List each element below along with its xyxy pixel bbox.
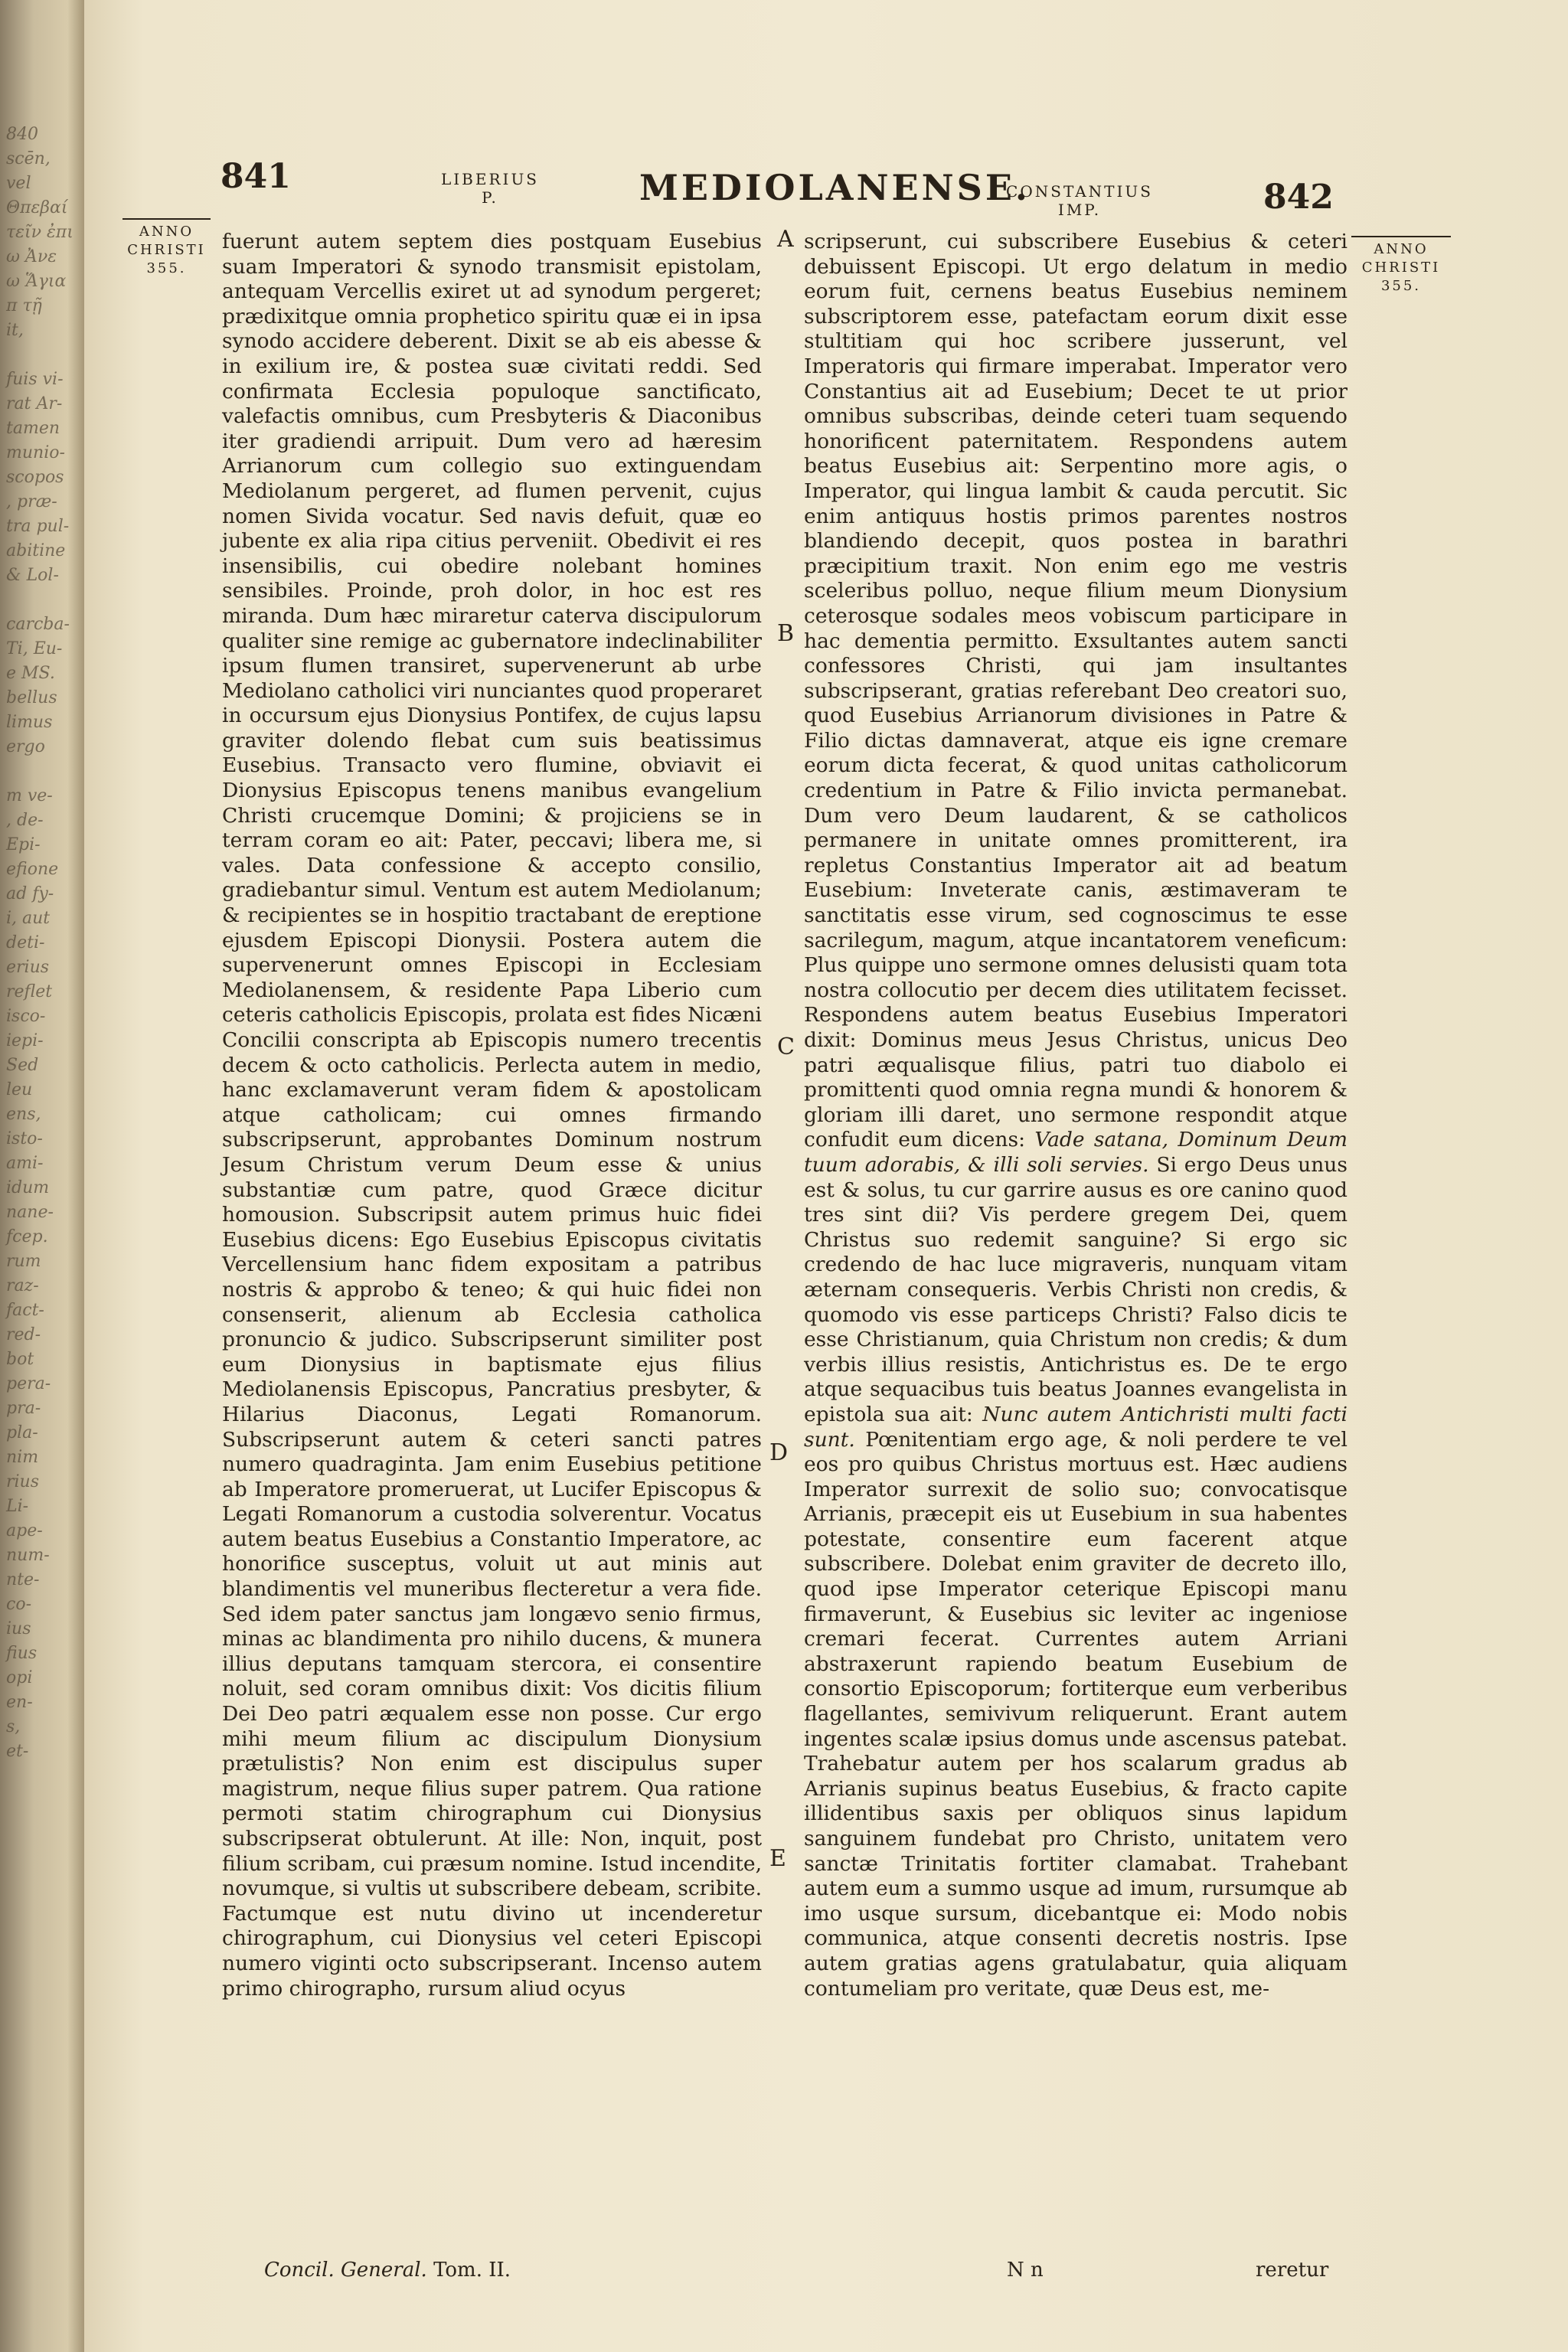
footer-source-title: Concil. General. (264, 2259, 427, 2282)
right-column-part-c: Pœnitentiam ergo age, & noli perdere te vel eos pro quibus Christus mortuus est. Hæc audiens Imperator surrexit de solio suo; convocatisque Arrianis, præcepit eis ut Eusebium in sua habentes potestate, consentire eum facerent atque subscribere. Dolebat enim graviter de decreto illo, quod ipse Imperator ceterique Episcopi manu firmaverunt, & Eusebius sic leviter ac ingeniose cremari fecerat. Currentes autem Arriani abstraxerunt rapiendo beatum Eusebium de consortio Episcoporum; fortiterque eum verberibus flagellantes, semivivum reliquerunt. Erant autem ingentes scalæ ipsius domus unde ascensus patebat. Trahebatur autem per hos scalarum gradus ab Arrianis supinus beatus Eusebius, & fracto capite illidentibus saxis per obliquos sinus lapidum sanguinem fundebat pro Christo, unitatem vero sanctæ Trinitatis fortiter clamabat. Trahebant autem eum a summo usque ad imum, rursumque ab imo usque sursum, dicebantque ei: Modo nobis communica, atque consenti decretis nostris. Ipse autem gratias agens gratulabatur, quia aliquam contumeliam pro veritate, quæ Deus est, me- (804, 1427, 1348, 2001)
catchword: reretur (1256, 2259, 1329, 2282)
binding-gutter (0, 0, 84, 2352)
section-marker-a: A (777, 226, 794, 253)
scripture-quote-2: Nunc autem Antichristi multi facti sunt. (804, 1402, 1348, 1452)
right-text-column (804, 230, 1348, 2001)
left-column-text: fuerunt autem septem dies postquam Eusebius suam Imperatori & synodo transmisit epistolam, antequam Vercellis exiret ut ad synodum pergeret; prædixitque omnia prophetico spiritu quæ ei in ipsa synodo accidere deberent. Dixit se ab eis abesse & in exilium ire, & postea suæ civitati reddi. Sed confirmata Ecclesia populoque sanctificato, valefactis omnibus, cum Presbyteris & Diaconibus iter gradiendi arripuit. Dum vero ad hæresim Arrianorum cum collegio suo extinguendam Mediolanum pergeret, ad flumen pervenit, cujus nomen Sivida vocatur. Sed navis defuit, quæ eo jubente ex alia ripa citius perveniit. Obedivit ei res insensibilis, cui obedire nolebant homines sensibiles. Proinde, proh dolor, in hoc est res miranda. Dum hæc miraretur caterva discipulorum qualiter sine remige ac gubernatore indeclinabiliter ipsum flumen transiret, supervenerunt ab urbe Mediolano catholici viri nunciantes quod properaret in occursum ejus Dionysius Pontifex, de cujus lapsu graviter dolendo flebat cum suis beatissimus Eusebius. Transacto vero flumine, obviavit ei Dionysius Episcopus tenens manibus evangelium Christi crucemque Domini; & projiciens se in terram coram eo ait: Pater, peccavi; libera me, si vales. Data confessione & accepto consilio, gradiebantur simul. Ventum est autem Mediolanum; & recipientes se in hospitio tractabant de ereptione ejusdem Episcopi Dionysii. Postera autem die supervenerunt omnes Episcopi in Ecclesiam Mediolanensem, & residente Papa Liberio cum ceteris catholicis Episcopis, prolata est fides Nicæni Concilii conscripta ab Episcopis numero trecentis decem & octo catholicis. Perlecta autem in medio, hanc exclamaverunt veram fidem & apostolicam atque catholicam; cui omnes firmando subscripserunt, approbantes Dominum nostrum Jesum Christum verum Deum esse & unius substantiæ cum patre, quod Græce dicitur homousion. Subscripsit autem primus huic fidei Eusebius dicens: Ego Eusebius Episcopus civitatis Vercellensium hanc fidem expositam a patribus nostris & approbo & teneo; & qui huic fidei non consenserit, alienum ab Ecclesia catholica pronuncio & judico. Subscripserunt similiter post eum Dionysius in baptismate ejus filius Mediolanensis Episcopus, Pancratius presbyter, & Hilarius Diaconus, Legati Romanorum. Subscripserunt autem & ceteri sancti patres numero quadraginta. Jam enim Eusebius petitione ab Imperatore promeruerat, ut Lucifer Episcopus & Legati Romanorum a custodia solverentur. Vocatus autem beatus Eusebius a Constantio Imperatore, ac honorifice susceptus, voluit ut aut minis aut blandimentis vel muneribus flecteretur a vera fide. Sed idem pater sanctus jam longævo senio firmus, minas ac blandimenta pro nihilo ducens, & munera illius deputans tamquam stercora, ei consentire noluit, sed coram omnibus dixit: Vos dicitis filium Dei Deo patri æqualem esse non posse. Cur ergo mihi meum filium ac discipulum Dionysium prætulistis? Non enim est discipulus super magistrum, neque filius super patrem. Qua ratione permoti statim chirographum cui Dionysius subscripserat obtulerunt. At ille: Non, inquit, post filium scribam, cui præsum nomine. Istud incendite, novumque, si vultis ut subscribere debeam, scribite. Factumque est nutu divino ut incenderetur chirographum, cui Dionysius vel ceteri Episcopi numero viginti octo subscripserant. Incenso autem primo chirographo, rursum aliud ocyus (222, 230, 762, 2001)
right-margin-date (1351, 236, 1451, 296)
page-title: MEDIOLANENSE. (639, 167, 1031, 208)
signature-mark: N n (1007, 2259, 1044, 2282)
left-page-number: 841 (220, 157, 291, 196)
right-column-part-a: scripserunt, cui subscribere Eusebius & ceteri debuissent Episcopi. Ut ergo delatum in medio eorum fuit, cernens beatus Eusebius neminem subscriptorem esse, patefactam eorum dixit esse stultitiam qui hoc scribere jusserunt, vel Imperatoris qui firmare imperabat. Imperator vero Constantius ait ad Eusebium; Decet te ut prior omnibus subscribas, deinde ceteri tuam sequendo honorificent paternitatem. Respondens autem beatus Eusebius ait: Serpentino more agis, o Imperator, qui lingua lambit & cauda percutit. Sic enim antiquus hostis primos parentes nostros blandiendo decepit, quos postea in barathri præcipitium traxit. Non enim ego me vestris sceleribus polluo, neque filium meum Dionysium ceterosque sodales meos vobiscum participare in hac dementia permitto. Exsultantes autem sancti confessores Christi, qui jam insultantes subscripserant, gratias referebant Deo creatori suo, quod Eusebius Arrianorum divisiones in Patre & Filio dictas damnaverat, atque eis igne cremare eorum dicta fecerat, & quod unitas catholicorum credentium in Patre & Filio invicta permanebat. Dum vero Deum laudarent, & se catholicos permanere in unitate omnes promitterent, ira repletus Constantius Imperator ait ad beatum Eusebium: Inveterate canis, æstimaveram te sanctitatis esse virum, sed cognoscimus te esse sacrilegum, magum, atque incantatorem veneficum: Plus quippe uno sermone omnes delusisti quam tota nostra collocutio per decem dies utilitatem fecisset. Respondens autem beatus Eusebius Imperatori dixit: Dominus meus Jesus Christus, unicus Deo patri æqualisque filius, patri tuo diabolo ei promittenti quod omnia regna mundi & honorem & gloriam illi daret, uno sermone respondit atque confudit eum dicens: (804, 230, 1348, 1152)
left-running-head: LIBERIUS P. (441, 170, 539, 207)
section-marker-d: D (769, 1439, 789, 1466)
section-marker-e: E (769, 1845, 786, 1872)
right-column-part-b: Si ergo Deus unus est & solus, tu cur garrire ausus es ore canino quod tres sint dii? Vis perdere gregem Dei, quem Christus suo redemit sanguine? Si ergo sic credendo de hac luce migraveris, nunquam vitam æternam consequeris. Verbis Christi non credis, & quomodo vis esse particeps Christi? Falso dicis te esse Christianum, quia Christum non credis; & dum verbis illius resistis, Antichristus es. De te ergo atque sequacibus tuis beatus Joannes evangelista in epistola sua ait: (804, 1152, 1348, 1426)
footer-source (264, 2259, 511, 2282)
margin-rule (1351, 236, 1451, 237)
footer-source-volume: Tom. II. (433, 2259, 511, 2282)
book-page (84, 0, 1568, 2352)
right-running-head: CONSTANTIUS IMP. (1006, 182, 1153, 219)
section-marker-b: B (777, 620, 795, 647)
right-page-number: 842 (1263, 178, 1334, 217)
scripture-quote-1: Vade satana, Dominum Deum tuum adorabis, & illi soli servies. (804, 1128, 1348, 1177)
facing-page-fragments: 840 scēn, vel Θπεβαί τεῖν ἐπι ω Ἀνε ω Ἅγια π τῇ it, fuis vi- rat Ar- tamen munio- scopos , præ- tra pul- abitine & Lol- carcba- Ti, Eu- e MS. bellus limus ergo m ve- , de- Epi- efione ad fy- i, aut deti- erius reflet isco- iepi- Sed leu ens, isto- ami- idum nane- fcep. rum raz- fact- red- bot pera- pra- pla- nim rius Li- ape- num- nte- co- ius fius opi en- s, et- (6, 125, 74, 1761)
left-margin-date (122, 218, 211, 278)
left-text-column (222, 230, 762, 2001)
margin-date-text: ANNO CHRISTI 355. (1361, 241, 1441, 294)
margin-date-text: ANNO CHRISTI 355. (127, 224, 206, 276)
right-column-text (804, 230, 1348, 2001)
section-marker-c: C (777, 1034, 795, 1060)
margin-rule (122, 218, 211, 220)
